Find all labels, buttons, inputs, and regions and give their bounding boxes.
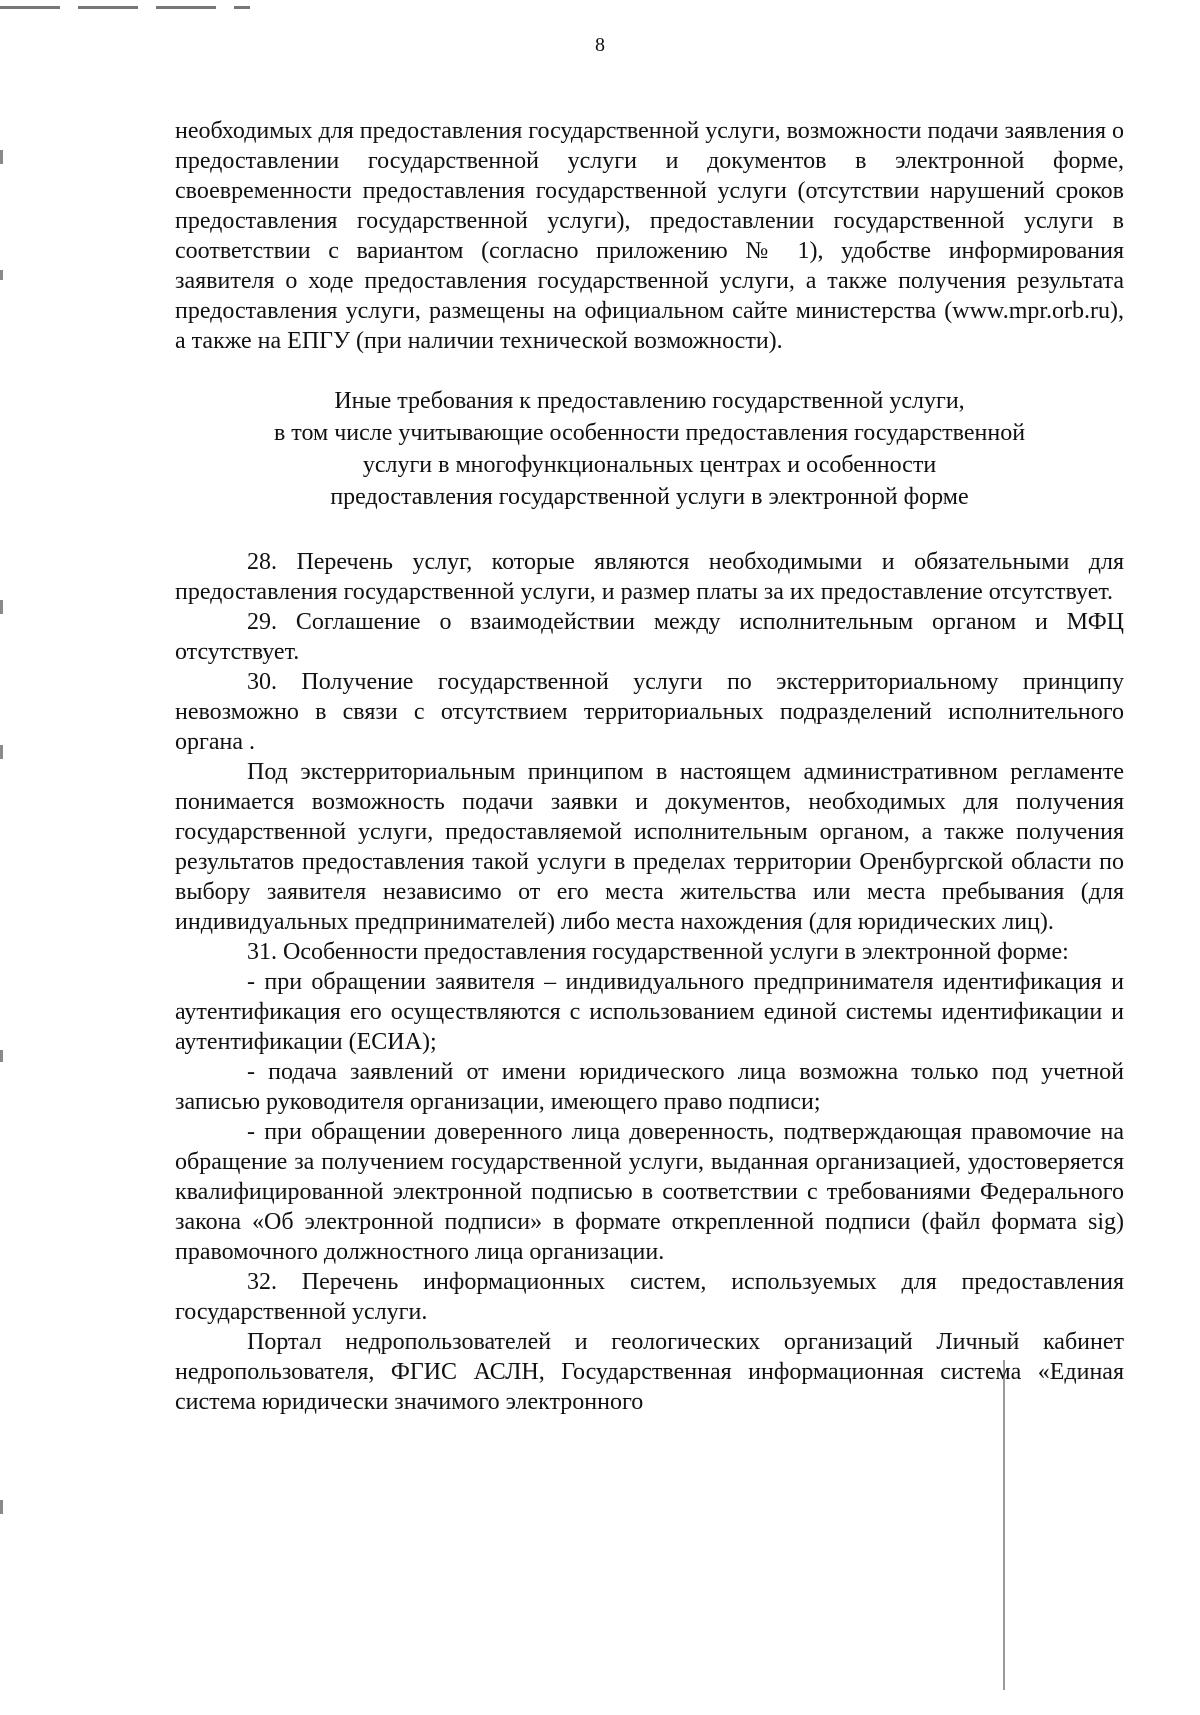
heading-line: Иные требования к предоставлению государственной услуги, — [334, 388, 965, 414]
scan-artifact-left — [0, 600, 3, 614]
paragraph-30: 30. Получение государственной услуги по экстерриториальному принципу невозможно в связи с отсутствием территориальных подразделений исполнительного органа . — [175, 669, 1124, 755]
heading-line: услуги в многофункциональных центрах и особенности — [362, 452, 937, 478]
scan-artifact-left — [0, 270, 3, 280]
paragraph-32: 32. Перечень информационных систем, используемых для предоставления государственной услуги. — [175, 1269, 1124, 1325]
heading-line: предоставления государственной услуги в электронной форме — [330, 484, 969, 510]
paragraph-28: 28. Перечень услуг, которые являются необходимыми и обязательными для предоставления государственной услуги, и размер платы за их предоставление отсутствует. — [175, 549, 1124, 605]
scan-artifact-left — [0, 745, 3, 759]
paragraph-intro: необходимых для предоставления государственной услуги, возможности подачи заявления о предоставлении государственной услуги и документов в электронной форме, своевременности предоставления государственной услуги (отсутствии нарушений сроков предоставления государственной услуги), предоставлении государственной услуги в соответствии с вариантом (согласно приложению № 1), удобстве информирования заявителя о ходе предоставления государственной услуги, а также получения результата предоставления услуги, размещены на официальном сайте министерства (www.mpr.orb.ru), а также на ЕПГУ (при наличии технической возможности). — [175, 118, 1125, 354]
paragraph-32-systems: Портал недропользователей и геологических организаций Личный кабинет недропользователя, ФГИС АСЛН, Государственная информационная система «Единая система юридически значимого электронного — [175, 1329, 1124, 1415]
paragraph-31-item-c: - при обращении доверенного лица доверенность, подтверждающая правомочие на обращение за получением государственной услуги, выданная организацией, удостоверяется квалифицированной электронной подписью в соответствии с требованиями Федерального закона «Об электронной подписи» в формате открепленной подписи (файл формата sig) правомочного должностного лица организации. — [175, 1119, 1124, 1265]
paragraph-31-item-a: - при обращении заявителя – индивидуального предпринимателя идентификация и аутентификация его осуществляются с использованием единой системы идентификации и аутентификации (ЕСИА); — [175, 969, 1124, 1055]
scan-artifact-left — [0, 150, 3, 164]
paragraph-31-item-b: - подача заявлений от имени юридического лица возможна только под учетной записью руководителя организации, имеющего право подписи; — [175, 1059, 1124, 1115]
paragraph-29: 29. Соглашение о взаимодействии между исполнительным органом и МФЦ отсутствует. — [175, 609, 1124, 665]
document-body — [175, 116, 1124, 1417]
heading-line: в том числе учитывающие особенности предоставления государственной — [273, 420, 1026, 446]
section-heading — [175, 385, 1124, 513]
paragraph-30-definition: Под экстерриториальным принципом в настоящем административном регламенте понимается возможность подачи заявки и документов, необходимых для получения государственной услуги, предоставляемой исполнительным органом, а также получения результатов предоставления такой услуги в пределах территории Оренбургской области по выбору заявителя независимо от его места жительства или места пребывания (для индивидуальных предпринимателей) либо места нахождения (для юридических лиц). — [175, 759, 1124, 935]
scan-artifact-left — [0, 1050, 3, 1062]
scan-artifact-top — [0, 6, 250, 9]
page-number: 8 — [595, 34, 605, 56]
scan-artifact-left — [0, 1500, 3, 1514]
paragraph-31: 31. Особенности предоставления государственной услуги в электронной форме: — [247, 939, 1069, 965]
